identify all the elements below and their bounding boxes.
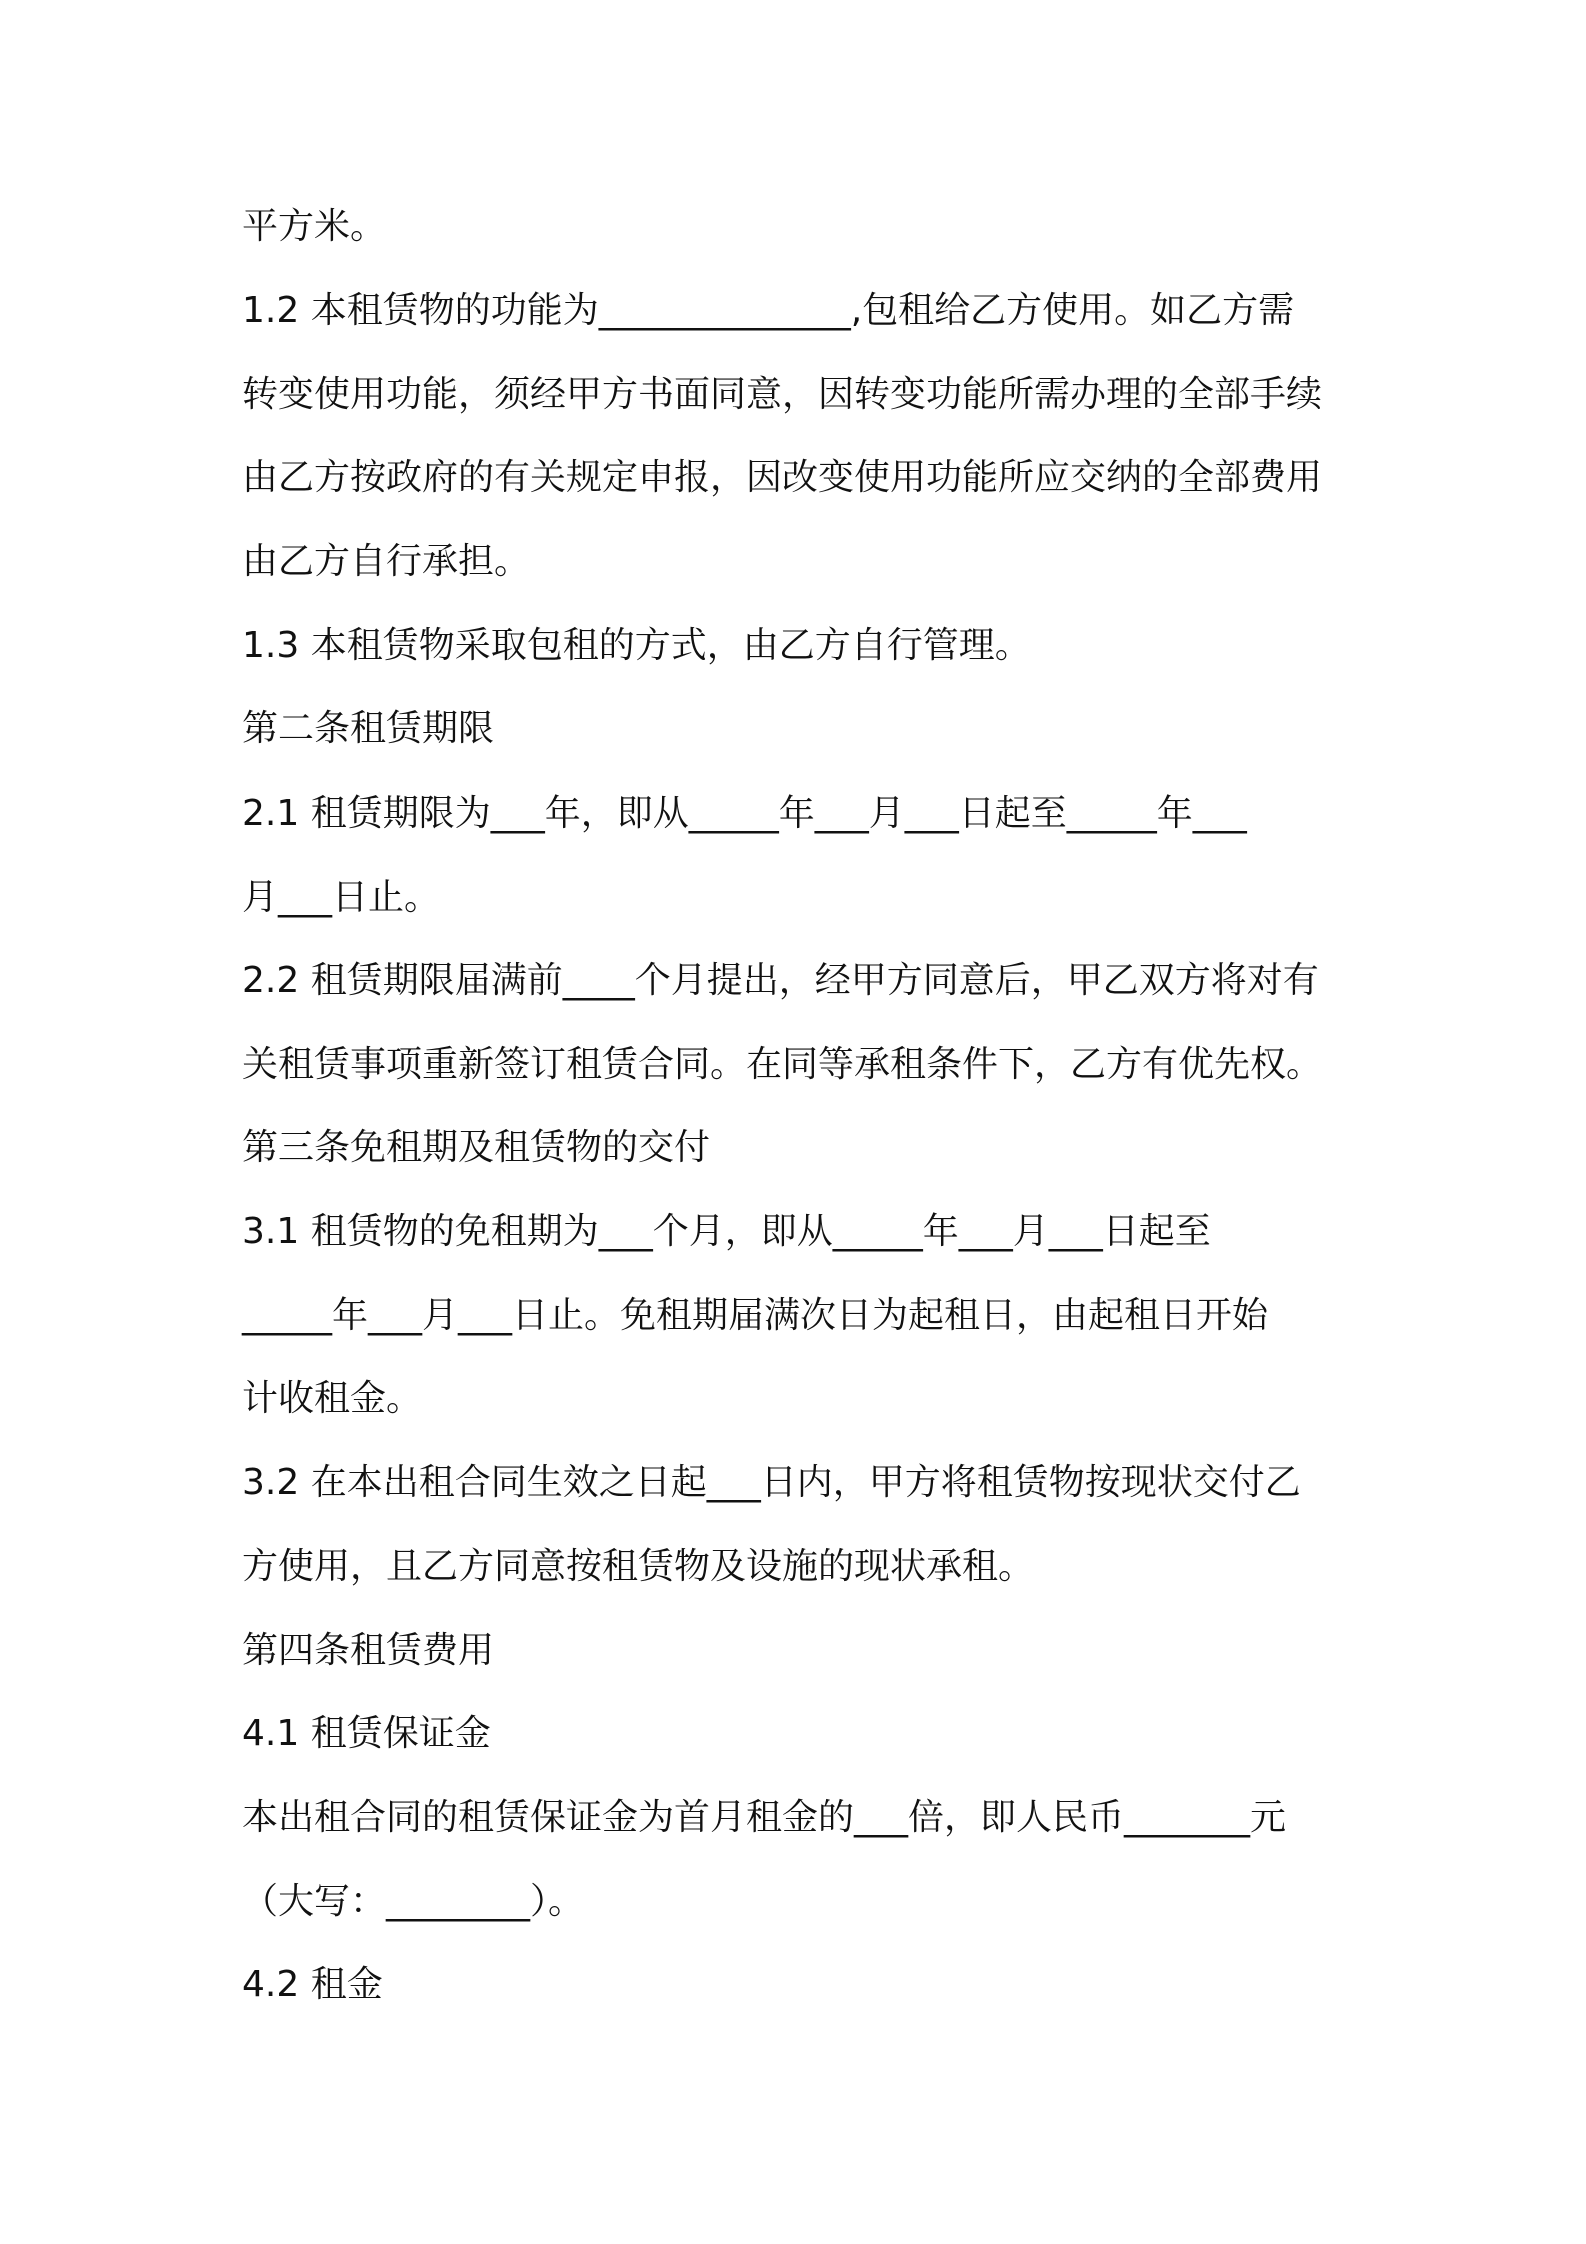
text-line: 平方米。 [242,206,387,247]
subsection-heading: 4.2 租金 [242,1964,383,2005]
subsection-heading: 4.1 租赁保证金 [242,1713,491,1754]
text-line: 月___日止。 [242,877,441,918]
text-line: 3.1 租赁物的免租期为___个月，即从_____年___月___日起至 [242,1211,1211,1252]
text-line: 关租赁事项重新签订租赁合同。在同等承租条件下，乙方有优先权。 [242,1044,1323,1085]
text-line: 1.2 本租赁物的功能为______________,包租给乙方使用。如乙方需 [242,290,1295,331]
text-line: _____年___月___日止。免租期届满次日为起租日，由起租日开始 [242,1295,1269,1336]
text-line: 本出租合同的租赁保证金为首月租金的___倍，即人民币_______元 [242,1797,1287,1838]
text-line: 由乙方自行承担。 [242,541,531,582]
text-line: 转变使用功能，须经甲方书面同意，因转变功能所需办理的全部手续 [242,374,1323,415]
text-line: 1.3 本租赁物采取包租的方式，由乙方自行管理。 [242,625,1031,666]
section-heading: 第二条租赁期限 [242,708,495,749]
text-line: 2.1 租赁期限为___年，即从_____年___月___日起至_____年___ [242,793,1247,834]
section-heading: 第四条租赁费用 [242,1630,495,1671]
text-line: 方使用，且乙方同意按租赁物及设施的现状承租。 [242,1546,1035,1587]
text-line: 由乙方按政府的有关规定申报，因改变使用功能所应交纳的全部费用 [242,457,1323,498]
text-line: （大写：________）。 [242,1881,585,1922]
text-line: 3.2 在本出租合同生效之日起___日内，甲方将租赁物按现状交付乙 [242,1462,1301,1503]
text-line: 计收租金。 [242,1378,423,1419]
section-heading: 第三条免租期及租赁物的交付 [242,1127,711,1168]
text-line: 2.2 租赁期限届满前____个月提出，经甲方同意后，甲乙双方将对有 [242,960,1319,1001]
